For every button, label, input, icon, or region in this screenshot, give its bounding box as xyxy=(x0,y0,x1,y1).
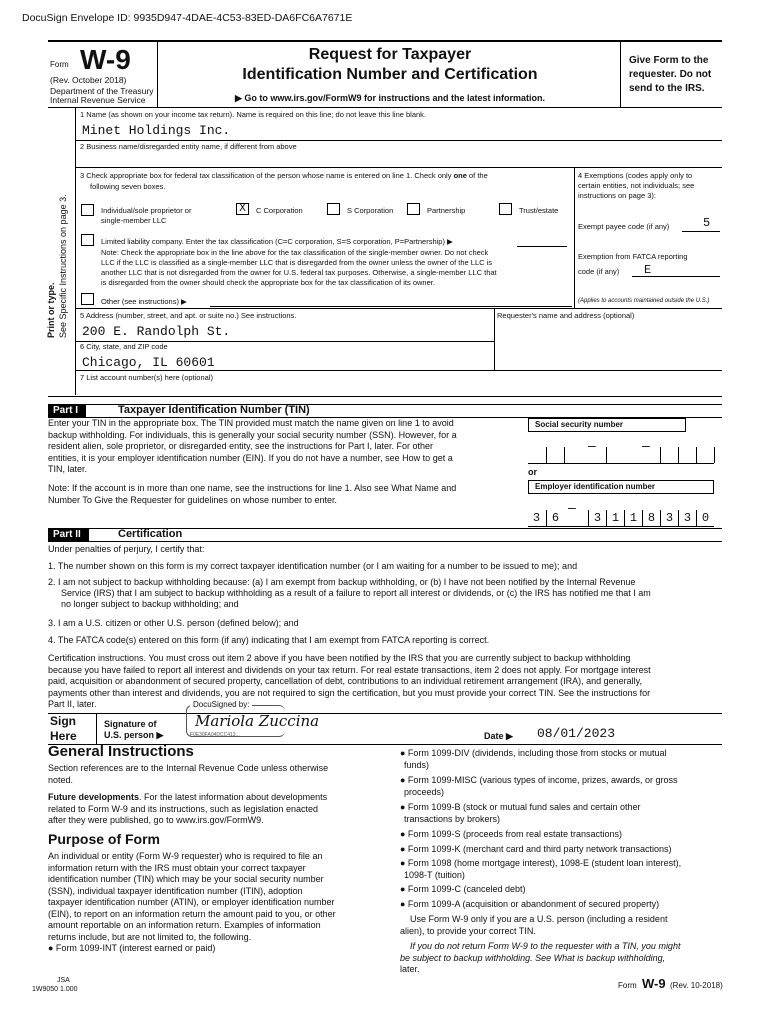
form-code: 1W9050 1.000 xyxy=(32,986,78,993)
line7-label: 7 List account number(s) here (optional) xyxy=(80,373,213,382)
partnership-label: Partnership xyxy=(427,206,466,215)
rule xyxy=(75,308,722,309)
c-corp-checkbox[interactable]: X xyxy=(236,203,249,215)
cert-item-2: 2. I am not subject to backup withholding because: (a) I am exempt from backup withholding, or (b) I have not been notified by the Internal Revenue xyxy=(48,577,636,587)
purpose-body: An individual or entity (Form W-9 requester) who is required to file an information return with the IRS must obtain your correct taxpayer identification number (TIN) which may be your social security number (SSN), individual taxpayer identification number (ITIN), adoption taxpayer identification number (ATIN), or employer identification number (EIN), to report on an information return the amount paid to you, or other amount reportable on an information return. Examples of information returns include, but are not limited to, the following. ● Form 1099-INT (interest earned or paid) xyxy=(48,851,336,953)
divider xyxy=(660,447,661,463)
divider xyxy=(574,167,575,308)
side-label xyxy=(46,128,56,338)
llc-note xyxy=(101,248,571,288)
exempt-payee-label: Exempt payee code (if any) xyxy=(578,222,670,231)
form-number: W-9 xyxy=(80,44,131,75)
side-label-print: Print or type. xyxy=(46,282,56,338)
divider xyxy=(96,713,97,744)
ssn-label: Social security number xyxy=(528,418,686,432)
purpose-title: Purpose of Form xyxy=(48,831,161,847)
other-checkbox[interactable] xyxy=(81,293,94,305)
part2-intro: Under penalties of perjury, I certify that: xyxy=(48,544,205,554)
s-corp-checkbox[interactable] xyxy=(327,203,340,215)
general-instructions-title: General Instructions xyxy=(48,743,194,760)
cert-instructions: Certification instructions. You must cross out item 2 above if you have been notified by the IRS that you are currently subject to backup withholding because you have failed to report all interest and dividends on your tax return. For real estate transactions, item 2 does not apply. For mortgage interest paid, acquisition or abandonment of secured property, cancellation of debt, contributions to an individual retirement arrangement (IRA), and generally, payments other than interest and dividends, you are not required to sign the certification, but you must provide your correct TIN. See the instructions for Part II, later. xyxy=(48,653,651,709)
part1-tag: Part I xyxy=(48,404,86,417)
rule xyxy=(48,396,722,397)
fatca-label-2: code (if any) xyxy=(578,267,620,276)
date-label: Date ▶ xyxy=(484,731,513,741)
divider xyxy=(75,107,76,395)
ein-dash: – xyxy=(568,499,576,515)
divider xyxy=(564,447,565,463)
cert-item-4: 4. The FATCA code(s) entered on this form (if any) indicating that I am exempt from FATCA reporting is correct. xyxy=(48,635,490,645)
part1-body: Enter your TIN in the appropriate box. The TIN provided must match the name given on line 1 to avoid backup withholding. For individuals, this is generally your social security number (SSN). However, for a resident alien, sole proprietor, or disregarded entity, see the instructions for Part I, later. For other entities, it is your employer identification number (EIN). If you do not have a number, see How to get a TIN, later. xyxy=(48,418,457,474)
docusigned-by: DocuSigned by: xyxy=(190,700,252,709)
ssn-dash: – xyxy=(642,437,650,453)
envelope-id: DocuSign Envelope ID: 9935D947-4DAE-4C53-83ED-DA6FC6A7671E xyxy=(22,12,353,24)
line2-label: 2 Business name/disregarded entity name, if different from above xyxy=(80,142,297,151)
divider xyxy=(546,447,547,463)
exempt-payee-field[interactable]: 5 xyxy=(703,216,711,230)
s-corp-label: S Corporation xyxy=(347,206,394,215)
line3-label-2: following seven boxes. xyxy=(90,182,166,191)
date-field[interactable]: 08/01/2023 xyxy=(537,726,616,741)
rule xyxy=(48,713,722,714)
ein-digit: 3 xyxy=(665,511,674,525)
footer-revision: (Rev. 10-2018) xyxy=(670,981,723,990)
ein-digit: 0 xyxy=(701,511,710,525)
rule xyxy=(75,370,722,371)
llc-note-line: Note: Check the appropriate box in the line above for the tax classification of the single-member owner. Do not check xyxy=(101,248,489,257)
cert-item-3: 3. I am a U.S. citizen or other U.S. person (defined below); and xyxy=(48,618,299,628)
other-label: Other (see instructions) ▶ xyxy=(101,297,187,306)
footer-form-number: W-9 xyxy=(642,976,666,991)
divider xyxy=(606,447,607,463)
divider xyxy=(494,308,495,370)
ein-digit: 3 xyxy=(683,511,692,525)
llc-note-line: another LLC that is not disregarded from the owner for U.S. federal tax purposes. Otherwise, a single-member LLC that xyxy=(101,268,497,277)
line1-label: 1 Name (as shown on your income tax return). Name is required on this line; do not leave this line blank. xyxy=(80,110,427,119)
llc-classification-field[interactable] xyxy=(517,246,567,247)
signature-id: F0E30FA04DCC413... xyxy=(190,732,240,738)
jsa-label: JSA xyxy=(57,977,70,984)
line5-label: 5 Address (number, street, and apt. or suite no.) See instructions. xyxy=(80,311,297,320)
revision: (Rev. October 2018) xyxy=(50,75,127,85)
form-title-2: Identification Number and Certification xyxy=(242,66,538,83)
line4-label: 4 Exemptions (codes apply only to certain entities, not individuals; see instructions on page 3): xyxy=(578,171,695,200)
line6-city-field[interactable]: Chicago, IL 60601 xyxy=(82,355,215,370)
give-form-note: Give Form to the requester. Do not send to the IRS. xyxy=(629,55,712,94)
form-title-1: Request for Taxpayer xyxy=(308,46,472,63)
llc-checkbox[interactable] xyxy=(81,234,94,246)
irs-label: Internal Revenue Service xyxy=(50,95,146,105)
general-p2: Future developments. For the latest information about developments related to Form W-9 and its instructions, such as legislation enacted after they were published, go to www.irs.gov/FormW9. xyxy=(48,792,328,825)
ein-digit: 3 xyxy=(532,511,541,525)
line3-label: 3 Check appropriate box for federal tax classification of the person whose name is entered on line 1. Check only one of the xyxy=(80,171,488,180)
divider xyxy=(620,41,621,107)
signature-label: Signature of U.S. person ▶ xyxy=(104,719,164,740)
cert-item-2c: no longer subject to backup withholding; and xyxy=(61,599,239,609)
individual-checkbox[interactable] xyxy=(81,204,94,216)
ein-digit: 1 xyxy=(629,511,638,525)
ein-digit: 6 xyxy=(551,511,560,525)
part1-note: Note: If the account is in more than one name, see the instructions for line 1. Also see What Name and Number To Give the Requester for guidelines on whose number to enter. xyxy=(48,483,457,505)
ssn-field[interactable] xyxy=(528,431,714,463)
requester-label: Requester's name and address (optional) xyxy=(497,311,635,320)
individual-label-2: single-member LLC xyxy=(101,216,167,225)
cert-item-1: 1. The number shown on this form is my correct taxpayer identification number (or I am waiting for a number to be issued to me); and xyxy=(48,561,578,571)
form-word: Form xyxy=(50,60,69,69)
line6-label: 6 City, state, and ZIP code xyxy=(80,342,168,351)
department: Department of the Treasury xyxy=(50,86,154,96)
right-column: ● Form 1099-DIV (dividends, including those from stocks or mutual funds) ● Form 1099-MISC (various types of income, prizes, awards, or gross proceeds) ● Form 1099-B (stock or mutual fund sales and certain other transactions by brokers) ● Form 1099-S (proceeds from real estate transactions) ● Form 1099-K (merchant card and third party network transactions) ● Form 1098 (home mortgage interest), 1098-E (student loan interest), 1098-T (tuition) ● Form 1099-C (canceled debt) ● Form 1099-A (acquisition or abandonment of secured property) Use Form W-9 only if you are a U.S. person (including a resident alien), to provide your correct TIN. If you do not return Form W-9 to the requester with a TIN, you might be subject to backup withholding. See What is backup withholding, later. xyxy=(400,748,682,974)
partnership-checkbox[interactable] xyxy=(407,203,420,215)
trust-label: Trust/estate xyxy=(519,206,559,215)
ein-field[interactable] xyxy=(528,493,714,527)
rule xyxy=(75,140,722,141)
signature[interactable]: Mariola Zuccina xyxy=(195,712,320,730)
c-corp-label: C Corporation xyxy=(256,206,303,215)
llc-label: Limited liability company. Enter the tax classification (C=C corporation, S=S corporation, P=Partnership) ▶ xyxy=(101,237,453,246)
llc-note-line: LLC if the LLC is classified as a single-member LLC that is disregarded from the owner unless the owner of the LLC is xyxy=(101,258,493,267)
rule xyxy=(528,463,714,464)
rule xyxy=(48,107,722,108)
part2-title: Certification xyxy=(118,528,183,540)
rule xyxy=(48,541,722,542)
or-label: or xyxy=(528,467,537,477)
line5-address-field[interactable]: 200 E. Randolph St. xyxy=(82,324,231,339)
other-field[interactable] xyxy=(210,306,572,307)
side-label-see: See Specific Instructions on page 3. xyxy=(58,194,68,338)
part1-title: Taxpayer Identification Number (TIN) xyxy=(118,404,310,416)
ssn-dash: – xyxy=(588,437,596,453)
rule xyxy=(682,231,720,232)
footer-form-word: Form xyxy=(618,981,637,990)
line1-name-field[interactable]: Minet Holdings Inc. xyxy=(82,123,231,138)
applies-note: (Applies to accounts maintained outside the U.S.) xyxy=(578,298,710,304)
ein-digit: 8 xyxy=(647,511,656,525)
llc-note-line: is disregarded from the owner should check the appropriate box for the tax classification of its owner. xyxy=(101,278,435,287)
divider xyxy=(696,447,697,463)
cert-item-2b: Service (IRS) that I am subject to backup withholding as a result of a failure to report all interest or dividends, or (c) the IRS has notified me that I am xyxy=(61,588,651,598)
part2-tag: Part II xyxy=(48,528,89,541)
fatca-label: Exemption from FATCA reporting xyxy=(578,252,688,261)
individual-label: Individual/sole proprietor or xyxy=(101,206,192,215)
fatca-field[interactable]: E xyxy=(644,263,652,277)
divider xyxy=(678,447,679,463)
goto-link[interactable]: ▶ Go to www.irs.gov/FormW9 for instructions and the latest information. xyxy=(234,93,546,103)
ein-label: Employer identification number xyxy=(528,480,714,494)
divider xyxy=(714,447,715,463)
trust-checkbox[interactable] xyxy=(499,203,512,215)
ein-digit: 1 xyxy=(611,511,620,525)
general-p1: Section references are to the Internal Revenue Code unless otherwise noted. xyxy=(48,763,329,785)
ein-digit: 3 xyxy=(593,511,602,525)
rule xyxy=(528,526,714,527)
sign-here: Sign Here xyxy=(50,714,77,743)
rule xyxy=(75,167,722,168)
divider xyxy=(157,41,158,107)
